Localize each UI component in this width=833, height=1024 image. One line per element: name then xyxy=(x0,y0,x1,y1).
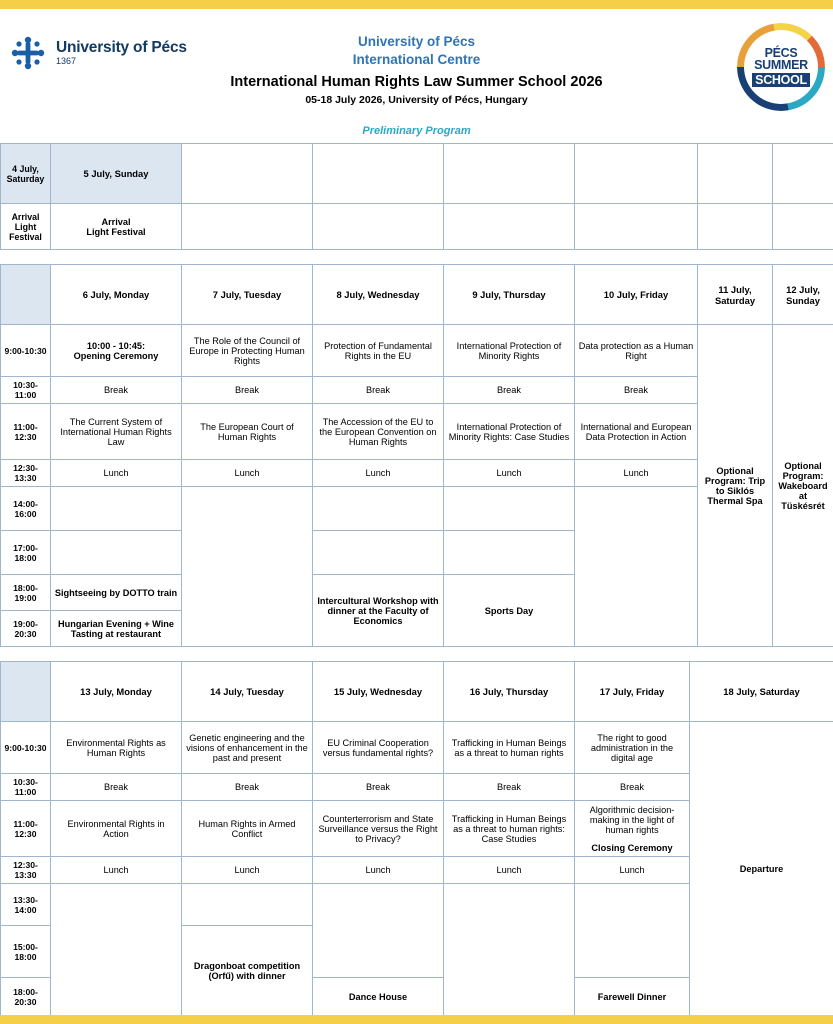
week1-header-8-july: 8 July, Wednesday xyxy=(313,265,444,325)
week2-fri-1330 xyxy=(575,884,690,978)
pecs-summer-school-logo xyxy=(737,23,825,111)
arrival-blank-4 xyxy=(575,144,698,204)
week1-wed-1400 xyxy=(313,487,444,531)
week1-header-11-july: 11 July, Saturday xyxy=(698,265,773,325)
week2-tue-1330 xyxy=(182,884,313,926)
week1-mon-1100: The Current System of International Human Rights Law xyxy=(51,404,182,460)
week1-sat-optional-program: Optional Program: Trip to Siklós Thermal Spa xyxy=(698,325,773,647)
week1-wed-1100: The Accession of the EU to the European Convention on Human Rights xyxy=(313,404,444,460)
week2-wed-1030: Break xyxy=(313,774,444,801)
header-international-centre: International Centre xyxy=(352,52,481,68)
week2-wed-1230: Lunch xyxy=(313,857,444,884)
top-accent-bar xyxy=(0,0,833,9)
week2-time-1500: 15:00-18:00 xyxy=(1,926,51,978)
week1-wed-1230: Lunch xyxy=(313,460,444,487)
bottom-accent-bar xyxy=(0,1015,833,1024)
week1-table xyxy=(0,264,833,647)
week1-thu-0900: International Protection of Minority Rights xyxy=(444,325,575,377)
pecs-logo-line2: SUMMER xyxy=(754,58,808,73)
week1-row-0900 xyxy=(1,325,833,377)
week2-header-14-july: 14 July, Tuesday xyxy=(182,662,313,722)
week2-time-0900: 9:00-10:30 xyxy=(1,722,51,774)
week2-header-13-july: 13 July, Monday xyxy=(51,662,182,722)
week1-fri-1230: Lunch xyxy=(575,460,698,487)
week1-mon-1400 xyxy=(51,487,182,531)
week1-thu-1100: International Protection of Minority Rights: Case Studies xyxy=(444,404,575,460)
week1-header-9-july: 9 July, Thursday xyxy=(444,265,575,325)
week1-thu-1030: Break xyxy=(444,377,575,404)
week2-time-1230: 12:30-13:30 xyxy=(1,857,51,884)
week1-time-1400: 14:00-16:00 xyxy=(1,487,51,531)
week2-header-15-july: 15 July, Wednesday xyxy=(313,662,444,722)
week2-wed-1330 xyxy=(313,884,444,978)
arrival-row-blank-5 xyxy=(698,204,773,250)
week2-fri-1230: Lunch xyxy=(575,857,690,884)
week1-mon-1230: Lunch xyxy=(51,460,182,487)
week1-mon-1030: Break xyxy=(51,377,182,404)
week2-header-time-col xyxy=(1,662,51,722)
week1-wed-1030: Break xyxy=(313,377,444,404)
spacer-2 xyxy=(0,647,833,661)
week2-thu-1100: Trafficking in Human Beings as a threat to human rights: Case Studies xyxy=(444,801,575,857)
university-logo-title: University of Pécs xyxy=(56,39,187,57)
week1-thu-1400 xyxy=(444,487,575,531)
week2-tue-1230: Lunch xyxy=(182,857,313,884)
week2-header-row xyxy=(1,662,833,722)
university-logo-year: 1367 xyxy=(56,56,77,67)
page-subtitle: 05-18 July 2026, University of Pécs, Hungary xyxy=(305,94,528,107)
arrival-header-row xyxy=(1,144,833,204)
week1-tue-0900: The Role of the Council of Europe in Protecting Human Rights xyxy=(182,325,313,377)
header-university-name: University of Pécs xyxy=(357,34,476,49)
week2-tue-dragonboat: Dragonboat competition (Orfű) with dinner xyxy=(182,926,313,1016)
week1-header-time-col xyxy=(1,265,51,325)
week1-wed-evening: Intercultural Workshop with dinner at the Faculty of Economics xyxy=(313,575,444,647)
week2-mon-1030: Break xyxy=(51,774,182,801)
arrival-blank-5 xyxy=(698,144,773,204)
arrival-cell-5-july: Arrival Light Festival xyxy=(51,204,182,250)
week1-mon-0900: 10:00 - 10:45: Opening Ceremony xyxy=(51,325,182,377)
arrival-blank-2 xyxy=(313,144,444,204)
week2-time-1330: 13:30-14:00 xyxy=(1,884,51,926)
week1-time-1100: 11:00-12:30 xyxy=(1,404,51,460)
week2-row-0900 xyxy=(1,722,833,774)
week1-time-1700: 17:00-18:00 xyxy=(1,531,51,575)
week2-tue-1030: Break xyxy=(182,774,313,801)
week1-tue-1230: Lunch xyxy=(182,460,313,487)
week2-fri-1030: Break xyxy=(575,774,690,801)
week1-time-1900: 19:00-20:30 xyxy=(1,611,51,647)
week2-fri-0900: The right to good administration in the digital age xyxy=(575,722,690,774)
arrival-header-5-july: 5 July, Sunday xyxy=(51,144,182,204)
week2-table xyxy=(0,661,833,1016)
arrival-table xyxy=(0,143,833,250)
week2-fri-1100 xyxy=(575,801,690,857)
week1-header-12-july: 12 July, Sunday xyxy=(773,265,833,325)
week1-fri-afternoon xyxy=(575,487,698,647)
week2-mon-afternoon xyxy=(51,884,182,1016)
week1-thu-evening: Sports Day xyxy=(444,575,575,647)
week1-header-row xyxy=(1,265,833,325)
spacer-1 xyxy=(0,250,833,264)
week2-sat-departure: Departure xyxy=(690,722,833,1016)
arrival-row-blank-2 xyxy=(313,204,444,250)
week1-sun-optional-program: Optional Program: Wakeboard at Tüskésrét xyxy=(773,325,833,647)
preliminary-program-label: Preliminary Program xyxy=(362,125,471,137)
arrival-cell-4-july: Arrival Light Festival xyxy=(1,204,51,250)
week2-wed-dance-house: Dance House xyxy=(313,978,444,1016)
week2-wed-0900: EU Criminal Cooperation versus fundamental rights? xyxy=(313,722,444,774)
week2-thu-0900: Trafficking in Human Beings as a threat to human rights xyxy=(444,722,575,774)
arrival-row-blank-4 xyxy=(575,204,698,250)
week2-mon-0900: Environmental Rights as Human Rights xyxy=(51,722,182,774)
week2-mon-1100: Environmental Rights in Action xyxy=(51,801,182,857)
week2-time-1800: 18:00-20:30 xyxy=(1,978,51,1016)
university-logo xyxy=(8,33,187,73)
pecs-logo-line3: SCHOOL xyxy=(752,73,810,88)
week2-thu-1230: Lunch xyxy=(444,857,575,884)
week2-thu-afternoon xyxy=(444,884,575,1016)
university-crest-icon xyxy=(8,33,48,73)
week1-mon-1800: Sightseeing by DOTTO train xyxy=(51,575,182,611)
week2-wed-1100: Counterterrorism and State Surveillance versus the Right to Privacy? xyxy=(313,801,444,857)
week1-header-6-july: 6 July, Monday xyxy=(51,265,182,325)
week1-tue-afternoon xyxy=(182,487,313,647)
week1-thu-1230: Lunch xyxy=(444,460,575,487)
week1-thu-1700 xyxy=(444,531,575,575)
week1-fri-0900: Data protection as a Human Right xyxy=(575,325,698,377)
arrival-row xyxy=(1,204,833,250)
week1-wed-1700 xyxy=(313,531,444,575)
week1-wed-0900: Protection of Fundamental Rights in the EU xyxy=(313,325,444,377)
week2-header-16-july: 16 July, Thursday xyxy=(444,662,575,722)
week1-mon-1700 xyxy=(51,531,182,575)
week2-fri-farewell-dinner: Farewell Dinner xyxy=(575,978,690,1016)
week1-header-10-july: 10 July, Friday xyxy=(575,265,698,325)
arrival-header-4-july: 4 July, Saturday xyxy=(1,144,51,204)
week2-time-1100: 11:00-12:30 xyxy=(1,801,51,857)
week2-fri-lecture: Algorithmic decision-making in the light of human rights xyxy=(589,804,675,835)
arrival-row-blank-1 xyxy=(182,204,313,250)
arrival-blank-3 xyxy=(444,144,575,204)
week2-header-18-july: 18 July, Saturday xyxy=(690,662,833,722)
week2-mon-1230: Lunch xyxy=(51,857,182,884)
week1-time-1230: 12:30-13:30 xyxy=(1,460,51,487)
week2-header-17-july: 17 July, Friday xyxy=(575,662,690,722)
week1-time-0900: 9:00-10:30 xyxy=(1,325,51,377)
week1-tue-1100: The European Court of Human Rights xyxy=(182,404,313,460)
week1-fri-1100: International and European Data Protection in Action xyxy=(575,404,698,460)
week2-time-1030: 10:30-11:00 xyxy=(1,774,51,801)
page-title: International Human Rights Law Summer School 2026 xyxy=(230,74,603,91)
arrival-row-blank-6 xyxy=(773,204,833,250)
week2-tue-0900: Genetic engineering and the visions of enhancement in the past and present xyxy=(182,722,313,774)
arrival-row-blank-3 xyxy=(444,204,575,250)
week1-fri-1030: Break xyxy=(575,377,698,404)
arrival-blank-1 xyxy=(182,144,313,204)
week1-header-7-july: 7 July, Tuesday xyxy=(182,265,313,325)
week1-tue-1030: Break xyxy=(182,377,313,404)
week1-time-1030: 10:30-11:00 xyxy=(1,377,51,404)
pecs-logo-line1: PÉCS xyxy=(764,45,798,60)
week2-tue-1100: Human Rights in Armed Conflict xyxy=(182,801,313,857)
week2-thu-1030: Break xyxy=(444,774,575,801)
week1-time-1800: 18:00-19:00 xyxy=(1,575,51,611)
week2-fri-closing-ceremony: Closing Ceremony xyxy=(591,842,673,853)
arrival-blank-6 xyxy=(773,144,833,204)
page-header xyxy=(0,9,833,121)
week1-mon-1900: Hungarian Evening + Wine Tasting at restaurant xyxy=(51,611,182,647)
